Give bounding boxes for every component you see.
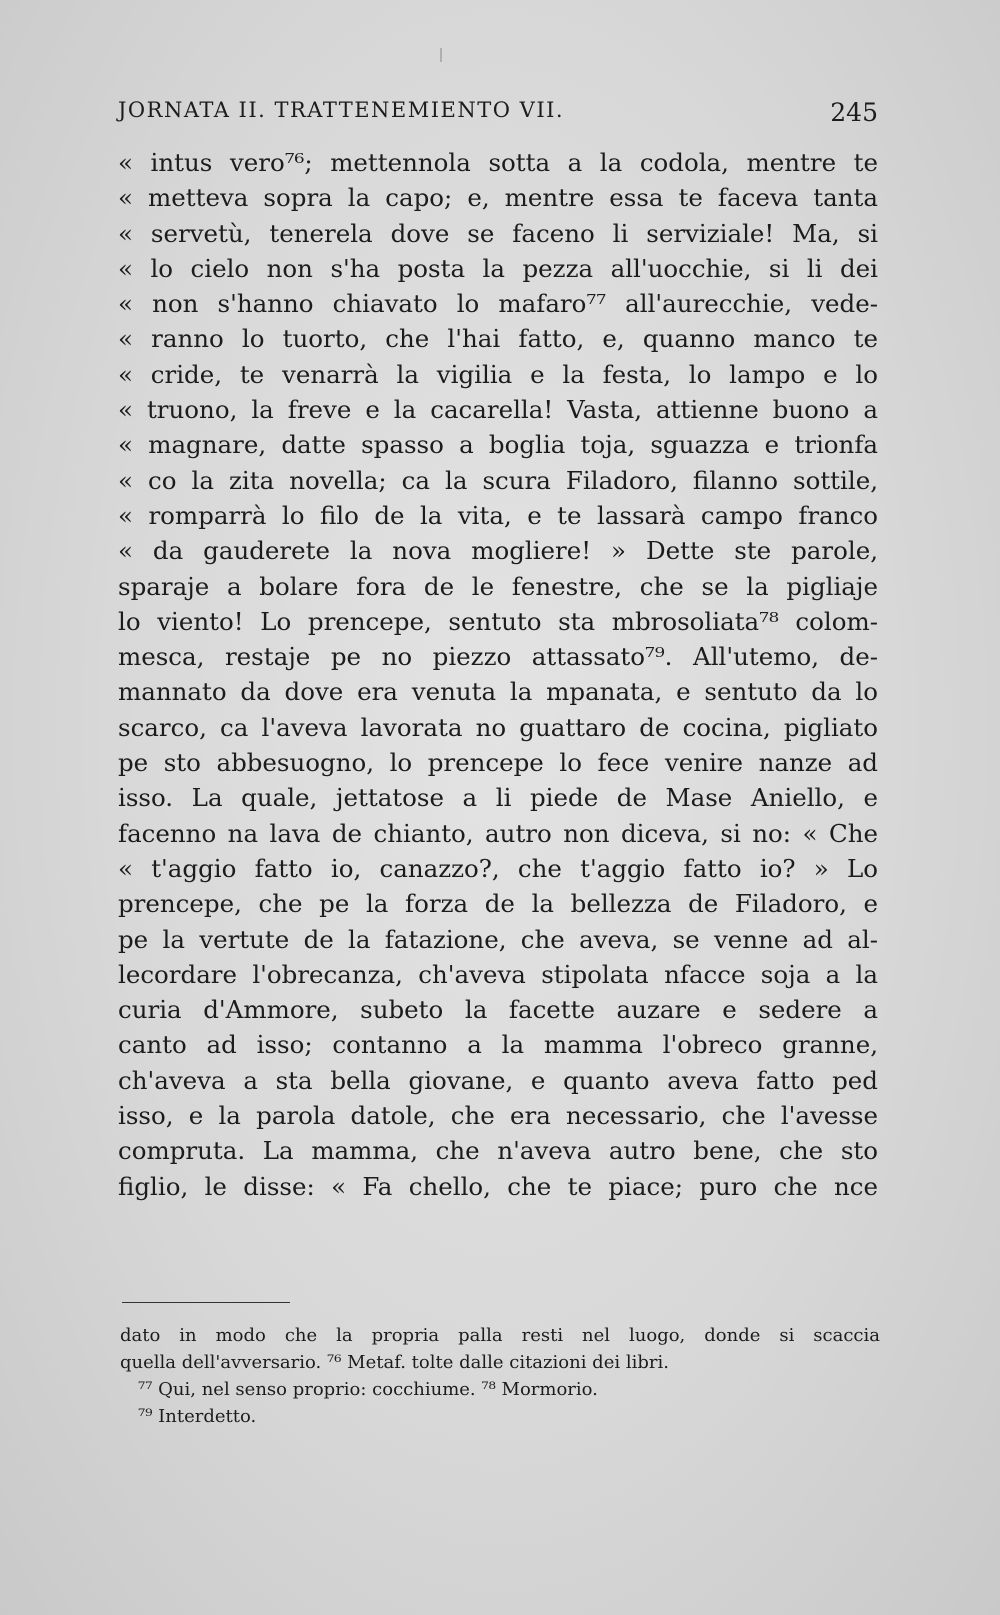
footnote-line: ⁷⁷ Qui, nel senso proprio: cocchiume. ⁷⁸ Mormorio. (138, 1379, 598, 1400)
body-line: canto ad isso; contanno a la mamma l'obreco granne, (118, 1030, 878, 1060)
body-line: « intus vero⁷⁶; mettennola sotta a la codola, mentre te (118, 148, 878, 177)
body-line: pe sto abbesuogno, lo prencepe lo fece venire nanze ad (118, 748, 878, 778)
body-line: scarco, ca l'aveva lavorata no guattaro de cocina, pigliato (118, 712, 878, 742)
body-line: « non s'hanno chiavato lo mafaro⁷⁷ all'aurecchie, vede- (118, 289, 878, 319)
body-line: figlio, le disse: « Fa chello, che te piace; puro che nce (118, 1171, 878, 1201)
footnotes (120, 1322, 880, 1430)
body-line: « metteva sopra la capo; e, mentre essa te faceva tanta (118, 183, 878, 213)
body-line: isso, e la parola datole, che era necessario, che l'avesse (118, 1101, 878, 1131)
body-line: prencepe, che pe la forza de la bellezza de Filadoro, e (118, 889, 878, 919)
body-line: « cride, te venarrà la vigilia e la festa, lo lampo e lo (118, 359, 878, 389)
footnote-rule (122, 1302, 290, 1303)
body-line: « magnare, datte spasso a boglia toja, sguazza e trionfa (118, 430, 878, 460)
body-line: sparaje a bolare fora de le fenestre, che se la pigliaje (118, 571, 878, 601)
body-line: mannato da dove era venuta la mpanata, e sentuto da lo (118, 677, 878, 707)
body-line: « da gauderete la nova mogliere! » Dette ste parole, (118, 536, 878, 566)
body-line: « truono, la freve e la cacarella! Vasta, attienne buono a (118, 395, 878, 425)
body-line: lecordare l'obrecanza, ch'aveva stipolata nfacce soja a la (118, 959, 878, 989)
body-line: compruta. La mamma, che n'aveva autro bene, che sto (118, 1136, 878, 1166)
running-header (118, 98, 878, 127)
print-speck (440, 48, 442, 62)
body-line: lo viento! Lo prencepe, sentuto sta mbrosoliata⁷⁸ colom- (118, 606, 878, 636)
body-line: mesca, restaje pe no piezzo attassato⁷⁹. All'utemo, de- (118, 642, 878, 672)
body-line: « servetù, tenerela dove se faceno li serviziale! Ma, si (118, 218, 878, 248)
page-number: 245 (830, 98, 878, 127)
body-line: « ranno lo tuorto, che l'hai fatto, e, quanno manco te (118, 324, 878, 354)
running-title: JORNATA II. TRATTENEMIENTO VII. (118, 98, 565, 122)
body-line: isso. La quale, jettatose a li piede de Mase Aniello, e (118, 783, 878, 813)
body-line: « co la zita novella; ca la scura Filadoro, filanno sottile, (118, 465, 878, 495)
body-line: « t'aggio fatto io, canazzo?, che t'aggio fatto io? » Lo (118, 853, 878, 883)
body-line: facenno na lava de chianto, autro non diceva, si no: « Che (118, 818, 878, 848)
footnote-line: quella dell'avversario. ⁷⁶ Metaf. tolte dalle citazioni dei libri. (120, 1352, 669, 1373)
footnote-line: ⁷⁹ Interdetto. (138, 1406, 257, 1427)
body-line: pe la vertute de la fatazione, che aveva, se venne ad al- (118, 924, 878, 954)
body-line: ch'aveva a sta bella giovane, e quanto aveva fatto ped (118, 1065, 878, 1095)
body-line: « lo cielo non s'ha posta la pezza all'uocchie, si li dei (118, 253, 878, 283)
body-line: curia d'Ammore, subeto la facette auzare e sedere a (118, 995, 878, 1025)
body-line: « romparrà lo filo de la vita, e te lassarà campo franco (118, 500, 878, 530)
footnote-line: dato in modo che la propria palla resti nel luogo, donde si scaccia (120, 1325, 880, 1346)
body-text (118, 145, 878, 1204)
